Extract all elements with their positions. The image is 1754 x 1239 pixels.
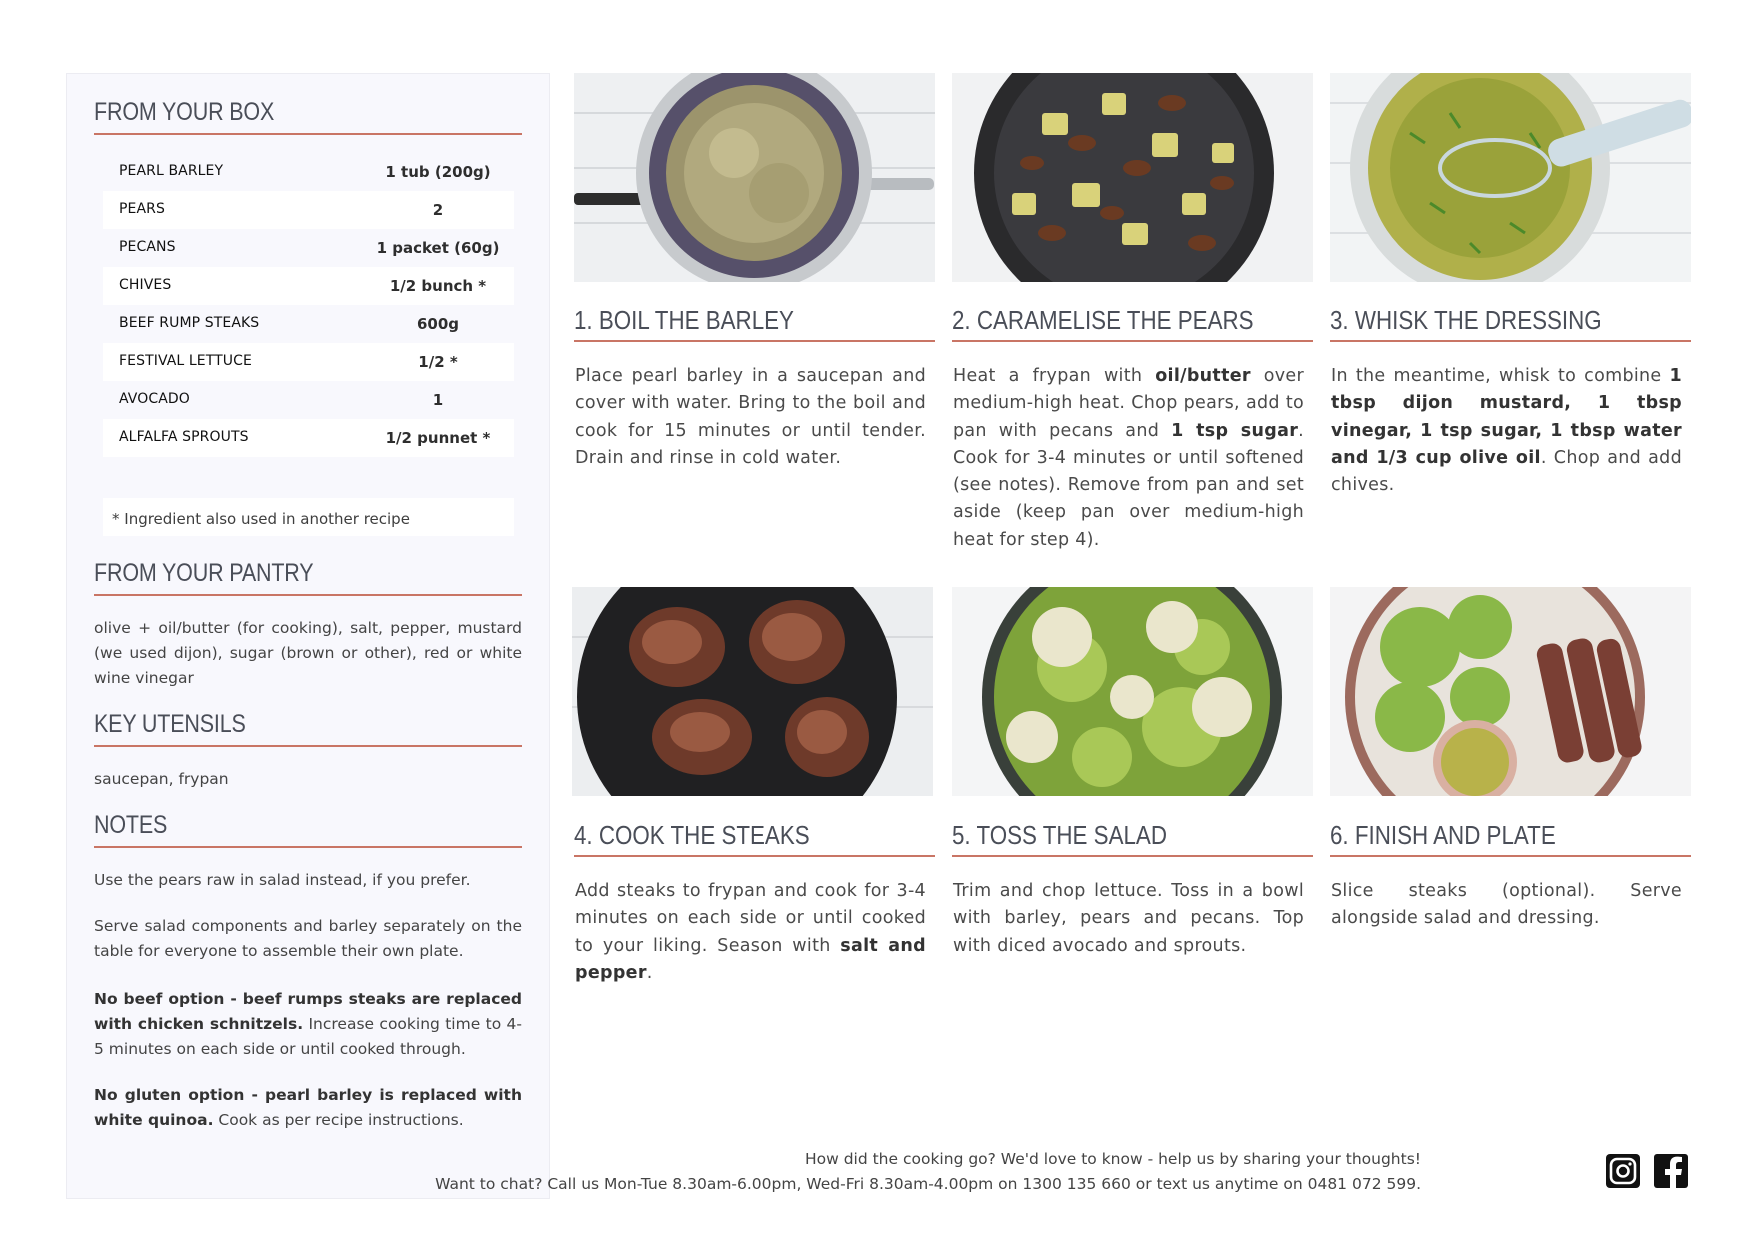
step2-photo <box>952 73 1313 282</box>
ingredients-table <box>103 153 514 457</box>
step-rule <box>1330 855 1691 857</box>
note-no-beef <box>94 987 522 1062</box>
step2-text-c: . Cook for 3-4 minutes or until softened (see notes). Remove from pan and set aside (keep pan over medium-high heat for step 4). <box>953 420 1304 550</box>
step1-photo <box>574 73 935 282</box>
step5-instructions: Trim and chop lettuce. Toss in a bowl with barley, pears and pecans. Top with diced avocado and sprouts. <box>953 881 1304 956</box>
ingredient-name: BEEF RUMP STEAKS <box>119 315 260 331</box>
step-rule <box>952 340 1313 342</box>
step4-photo <box>572 587 933 796</box>
note-no-gluten-bold: No gluten option - pearl barley is replaced with white quinoa. <box>94 1086 522 1129</box>
heading-rule <box>94 846 522 848</box>
heading-rule <box>94 133 522 135</box>
note-no-gluten-rest: Cook as per recipe instructions. <box>213 1111 464 1129</box>
step4-text-b: . <box>646 962 653 983</box>
ingredient-row <box>103 267 514 305</box>
from-your-pantry-heading: FROM YOUR PANTRY <box>94 559 314 587</box>
step2-bold-b: 1 tsp sugar <box>1171 420 1299 441</box>
ingredient-row <box>103 343 514 381</box>
ingredient-row <box>103 305 514 343</box>
ingredient-qty: 1 packet (60g) <box>376 239 500 257</box>
step4-title: 4. COOK THE STEAKS <box>574 820 810 850</box>
from-your-box-heading: FROM YOUR BOX <box>94 98 275 126</box>
step3-bold-a: 1 tbsp dijon mustard, 1 tbsp vinegar, 1 tsp sugar, 1 tbsp water and 1/3 cup olive oil <box>1331 366 1682 468</box>
shared-ingredient-footnote: * Ingredient also used in another recipe <box>112 510 410 528</box>
sidebar-panel <box>66 73 550 1199</box>
step6-instructions: Slice steaks (optional). Serve alongside salad and dressing. <box>1331 881 1682 929</box>
step4-bold-a: salt and pepper <box>575 935 926 983</box>
step2-text-b: over medium-high heat. Chop pears, add to pan with pecans and <box>953 366 1304 441</box>
step1-instructions: Place pearl barley in a saucepan and cover with water. Bring to the boil and cook for 15 minutes or until tender. Drain and rinse in cold water. <box>575 366 926 468</box>
contact-line: Want to chat? Call us Mon-Tue 8.30am-6.00pm, Wed-Fri 8.30am-4.00pm on 1300 135 660 or text us anytime on 0481 072 599. <box>435 1175 1421 1193</box>
ingredient-qty: 2 <box>432 201 444 219</box>
step5-title: 5. TOSS THE SALAD <box>952 820 1167 850</box>
step2-instructions <box>953 363 1304 554</box>
utensils-text: saucepan, frypan <box>94 770 229 788</box>
facebook-icon[interactable] <box>1652 1152 1690 1190</box>
ingredient-row <box>103 153 514 191</box>
heading-rule <box>94 594 522 596</box>
ingredient-qty: 1/2 * <box>418 353 458 371</box>
instagram-icon[interactable] <box>1604 1152 1642 1190</box>
step1-title: 1. BOIL THE BARLEY <box>574 305 794 335</box>
step3-text-a: In the meantime, whisk to combine <box>1331 366 1670 386</box>
step3-text-b: . Chop and add chives. <box>1331 447 1682 496</box>
step4-instructions <box>575 878 926 987</box>
notes-heading: NOTES <box>94 811 168 839</box>
footnote-box <box>103 498 514 536</box>
note-no-gluten <box>94 1083 522 1133</box>
ingredient-qty: 600g <box>416 315 460 333</box>
step6-title: 6. FINISH AND PLATE <box>1330 820 1556 850</box>
ingredient-name: PEARS <box>119 201 165 217</box>
ingredient-row <box>103 381 514 419</box>
ingredient-qty: 1/2 punnet * <box>385 429 491 447</box>
pantry-text: olive + oil/butter (for cooking), salt, pepper, mustard (we used dijon), sugar (brown or other), red or white wine vinegar <box>94 619 522 687</box>
feedback-line: How did the cooking go? We'd love to know - help us by sharing your thoughts! <box>804 1150 1421 1168</box>
note-no-beef-bold: No beef option - beef rumps steaks are replaced with chicken schnitzels. <box>94 990 522 1033</box>
heading-rule <box>94 745 522 747</box>
note-serve-separately: Serve salad components and barley separately on the table for everyone to assemble their own plate. <box>94 917 522 960</box>
ingredient-name: ALFALFA SPROUTS <box>119 429 249 445</box>
ingredient-name: PECANS <box>119 239 176 255</box>
step6-photo <box>1330 587 1691 796</box>
step3-photo <box>1330 73 1691 282</box>
note-no-beef-rest: Increase cooking time to 4-5 minutes on each side or until cooked through. <box>94 1015 523 1058</box>
step-rule <box>574 340 935 342</box>
step2-bold-a: oil/butter <box>1155 366 1251 386</box>
ingredient-name: PEARL BARLEY <box>119 163 224 179</box>
ingredient-row <box>103 191 514 229</box>
step-rule <box>952 855 1313 857</box>
step3-title: 3. WHISK THE DRESSING <box>1330 305 1602 335</box>
ingredient-name: AVOCADO <box>119 391 190 407</box>
step2-text-a: Heat a frypan with <box>953 366 1156 386</box>
ingredient-qty: 1 <box>432 391 444 409</box>
step4-text-a: Add steaks to frypan and cook for 3-4 minutes on each side or until cooked to your liking. Season with <box>575 881 926 956</box>
note-raw-pears: Use the pears raw in salad instead, if you prefer. <box>94 871 471 889</box>
step-rule <box>574 855 935 857</box>
step2-title: 2. CARAMELISE THE PEARS <box>952 305 1254 335</box>
ingredient-qty: 1/2 bunch * <box>389 277 487 295</box>
step-rule <box>1330 340 1691 342</box>
key-utensils-heading: KEY UTENSILS <box>94 710 246 738</box>
ingredient-qty: 1 tub (200g) <box>385 163 491 181</box>
ingredient-row <box>103 229 514 267</box>
step5-photo <box>952 587 1313 796</box>
ingredient-row <box>103 419 514 457</box>
step3-instructions <box>1331 363 1682 499</box>
ingredient-name: FESTIVAL LETTUCE <box>119 353 252 369</box>
ingredient-name: CHIVES <box>119 277 172 293</box>
